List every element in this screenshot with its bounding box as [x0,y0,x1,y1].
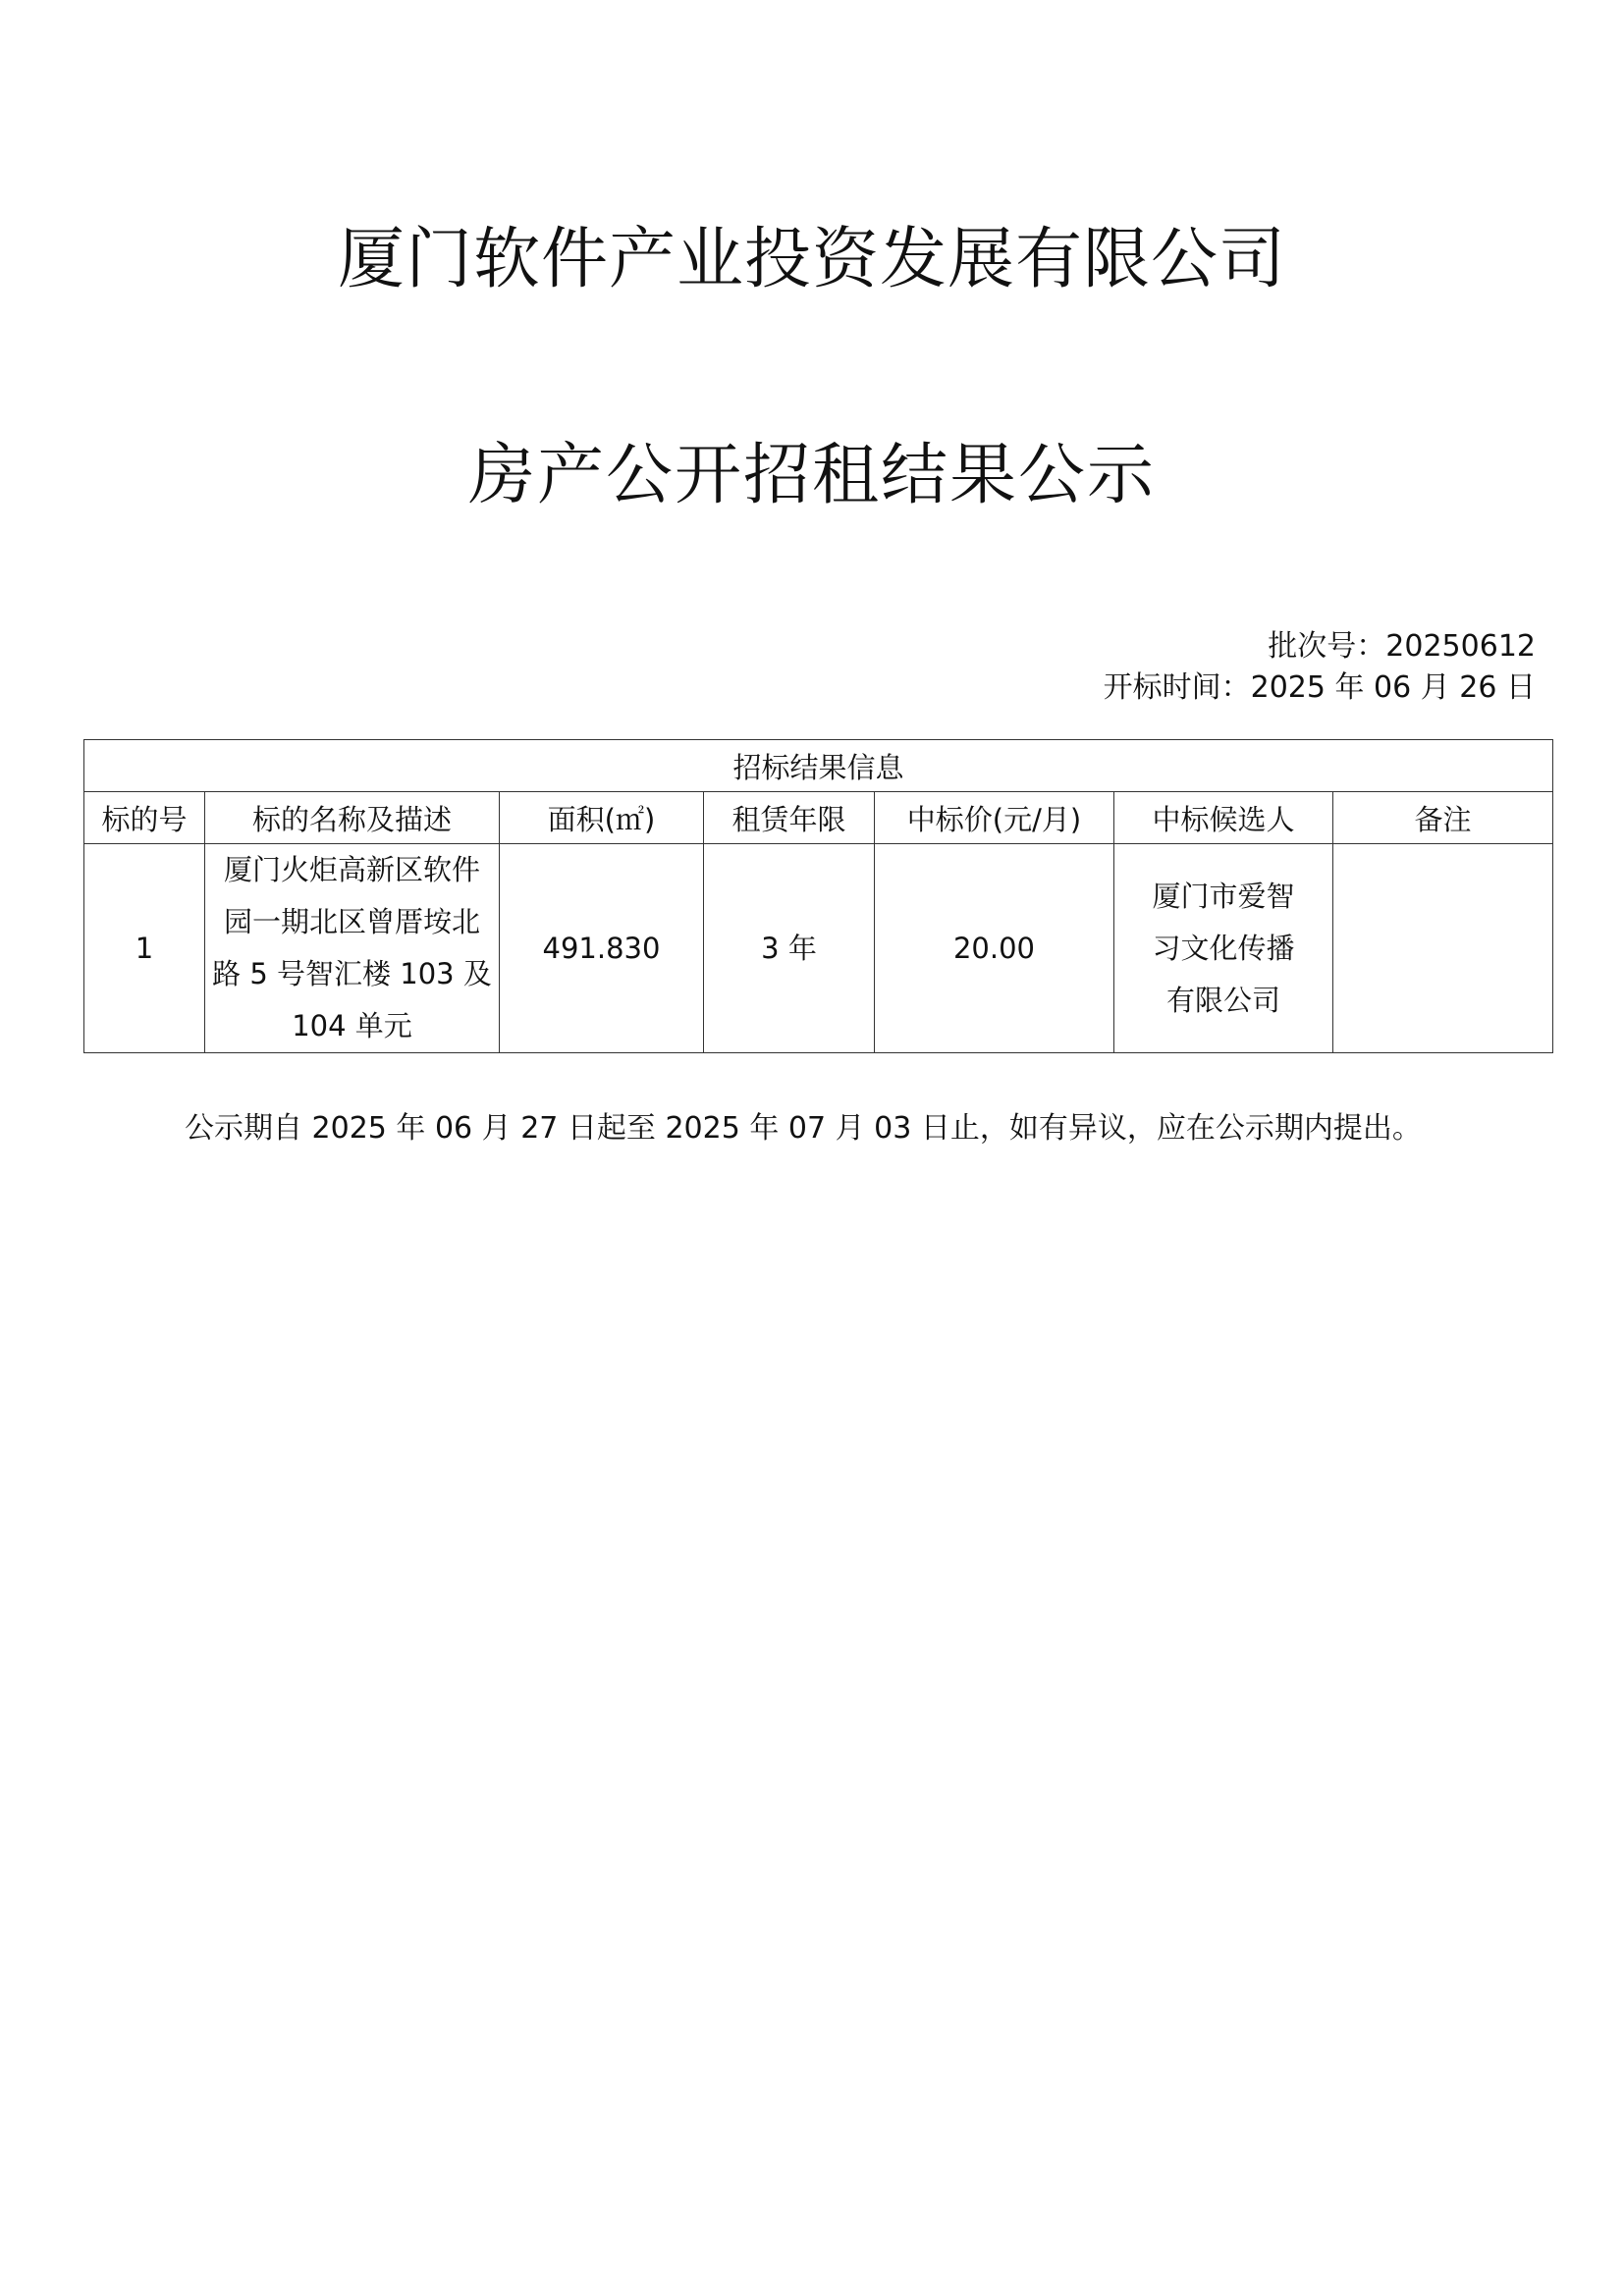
cell-remark [1333,844,1553,1053]
header-area: 面积(㎡) [500,792,704,844]
bid-opening-time: 开标时间：2025 年 06 月 26 日 [1103,670,1536,705]
cell-description: 厦门火炬高新区软件园一期北区曾厝垵北路 5 号智汇楼 103 及 104 单元 [205,844,500,1053]
table-caption: 招标结果信息 [84,740,1553,792]
table-header-row [84,792,1553,844]
table-caption-row [84,740,1553,792]
cell-winner: 厦门市爱智习文化传播有限公司 [1114,844,1333,1053]
company-title: 厦门软件产业投资发展有限公司 [337,221,1286,298]
header-winner: 中标候选人 [1114,792,1333,844]
header-lot-no: 标的号 [84,792,205,844]
cell-price: 20.00 [875,844,1114,1053]
table-row [84,844,1553,1053]
cell-lot-no: 1 [84,844,205,1053]
header-term: 租赁年限 [704,792,875,844]
header-price: 中标价(元/月) [875,792,1114,844]
notice-period-text: 公示期自 2025 年 06 月 27 日起至 2025 年 07 月 03 日止，如有异议，应在公示期内提出。 [185,1111,1422,1146]
cell-area: 491.830 [500,844,704,1053]
header-remark: 备注 [1333,792,1553,844]
header-description: 标的名称及描述 [205,792,500,844]
batch-number: 批次号：20250612 [1268,629,1536,664]
bid-result-table [83,739,1553,1053]
cell-term: 3 年 [704,844,875,1053]
document-title: 房产公开招租结果公示 [467,437,1156,514]
